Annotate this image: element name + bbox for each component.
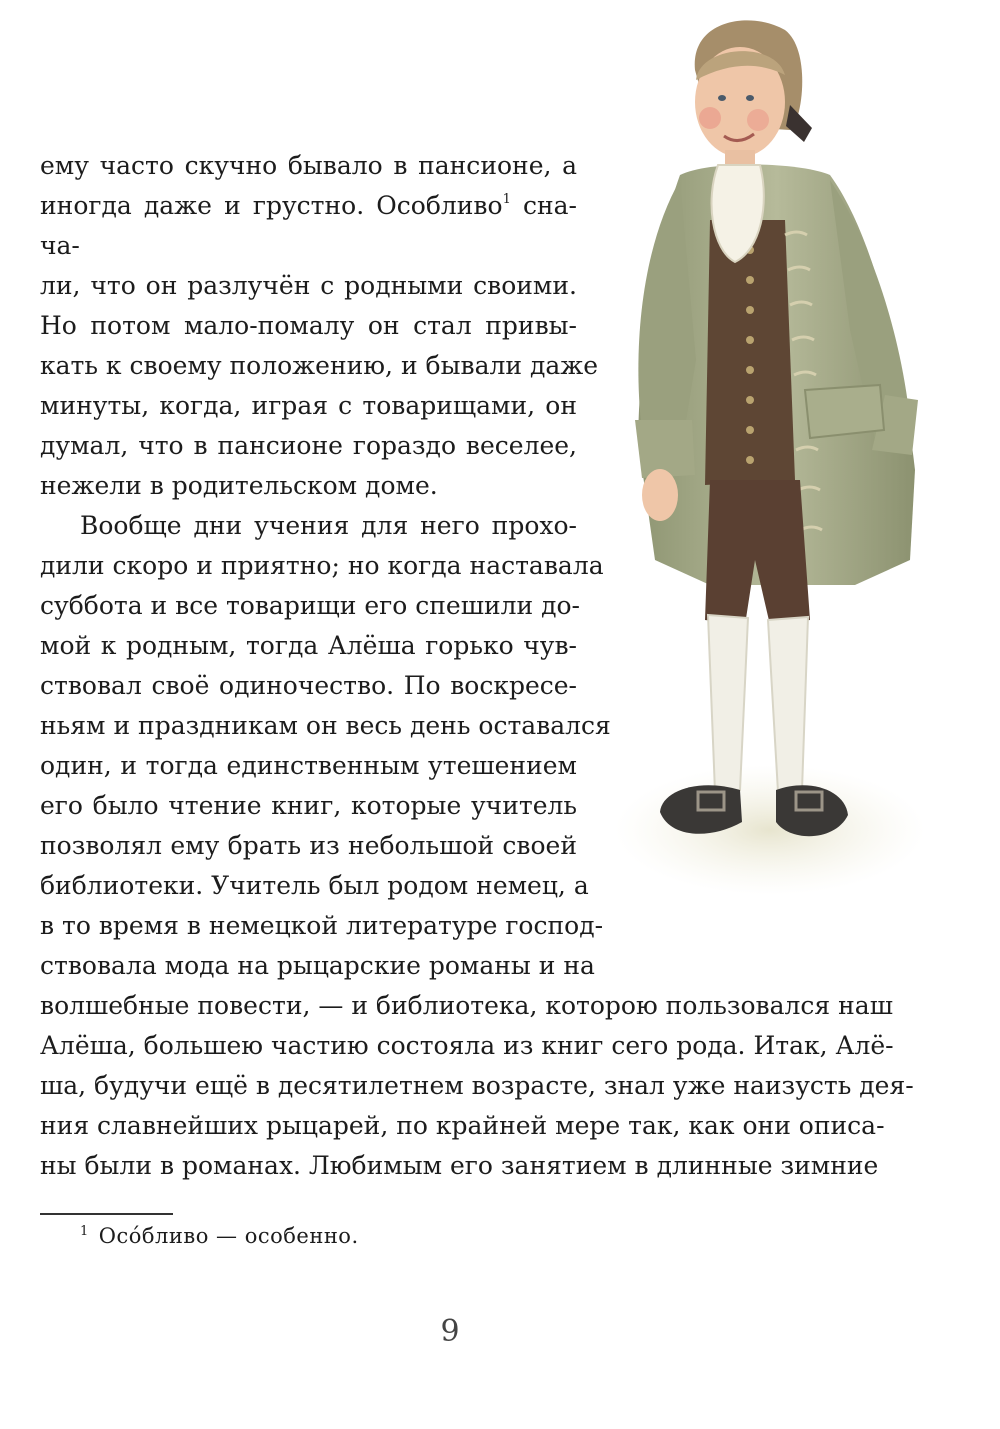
text-line: позволял ему брать из небольшой своей <box>40 831 577 860</box>
waistcoat <box>705 220 795 485</box>
text-line: Вообще дни учения для него прохо- <box>80 511 577 540</box>
text-line <box>40 186 577 226</box>
text-segment: ча- <box>40 231 80 260</box>
text-line: его было чтение книг, которые учитель <box>40 791 577 820</box>
hand <box>642 469 678 521</box>
stocking-left <box>708 615 748 792</box>
text-line: мой к родным, тогда Алёша горько чув- <box>40 631 577 660</box>
footnote-divider <box>40 1213 173 1215</box>
floor-shadow <box>615 765 925 895</box>
text-line: суббота и все товарищи его спешили до- <box>40 591 580 620</box>
text-line: ния славнейших рыцарей, по крайней мере так, как они описа- <box>40 1111 885 1140</box>
text-line: ему часто скучно бывало в пансионе, а <box>40 151 577 180</box>
text-line: кать к своему положению, и бывали даже <box>40 351 599 380</box>
boy-in-18th-century-costume-illustration <box>600 0 1000 960</box>
footnote-text: Осо́бливо — особенно. <box>98 1224 359 1248</box>
text-line: один, и тогда единственным утешением <box>40 751 577 780</box>
breeches <box>705 480 810 625</box>
footnote-number: 1 <box>80 1224 89 1239</box>
text-line: в то время в немецкой литературе господ- <box>40 911 604 940</box>
text-line: ньям и праздникам он весь день оставался <box>40 711 611 740</box>
text-line: ли, что он разлучён с родными своими. <box>40 271 577 300</box>
text-line: минуты, когда, играя с товарищами, он <box>40 391 577 420</box>
text-line: Алёша, большею частию состояла из книг сего рода. Итак, Алё- <box>40 1031 894 1060</box>
text-line: ствовала мода на рыцарские романы и на <box>40 951 595 980</box>
text-line: библиотеки. Учитель был родом немец, а <box>40 871 589 900</box>
text-line <box>40 226 577 266</box>
text-line: ствовал своё одиночество. По воскресе- <box>40 671 577 700</box>
page-number: 9 <box>440 1314 460 1349</box>
footnote <box>80 1220 359 1252</box>
text-segment: сна- <box>522 191 577 220</box>
text-line: Но потом мало-помалу он стал привы- <box>40 311 577 340</box>
text-line: дили скоро и приятно; но когда наставала <box>40 551 604 580</box>
text-line: волшебные повести, — и библиотека, которою пользовался наш <box>40 991 893 1020</box>
text-segment: иногда даже и грустно. Особливо <box>40 191 503 220</box>
footnote-reference[interactable]: 1 <box>502 192 511 207</box>
text-line: нежели в родительском доме. <box>40 471 438 500</box>
text-line: думал, что в пансионе гораздо веселее, <box>40 431 577 460</box>
text-line: ша, будучи ещё в десятилетнем возрасте, знал уже наизусть дея- <box>40 1071 914 1100</box>
text-line: ны были в романах. Любимым его занятием в длинные зимние <box>40 1151 879 1180</box>
